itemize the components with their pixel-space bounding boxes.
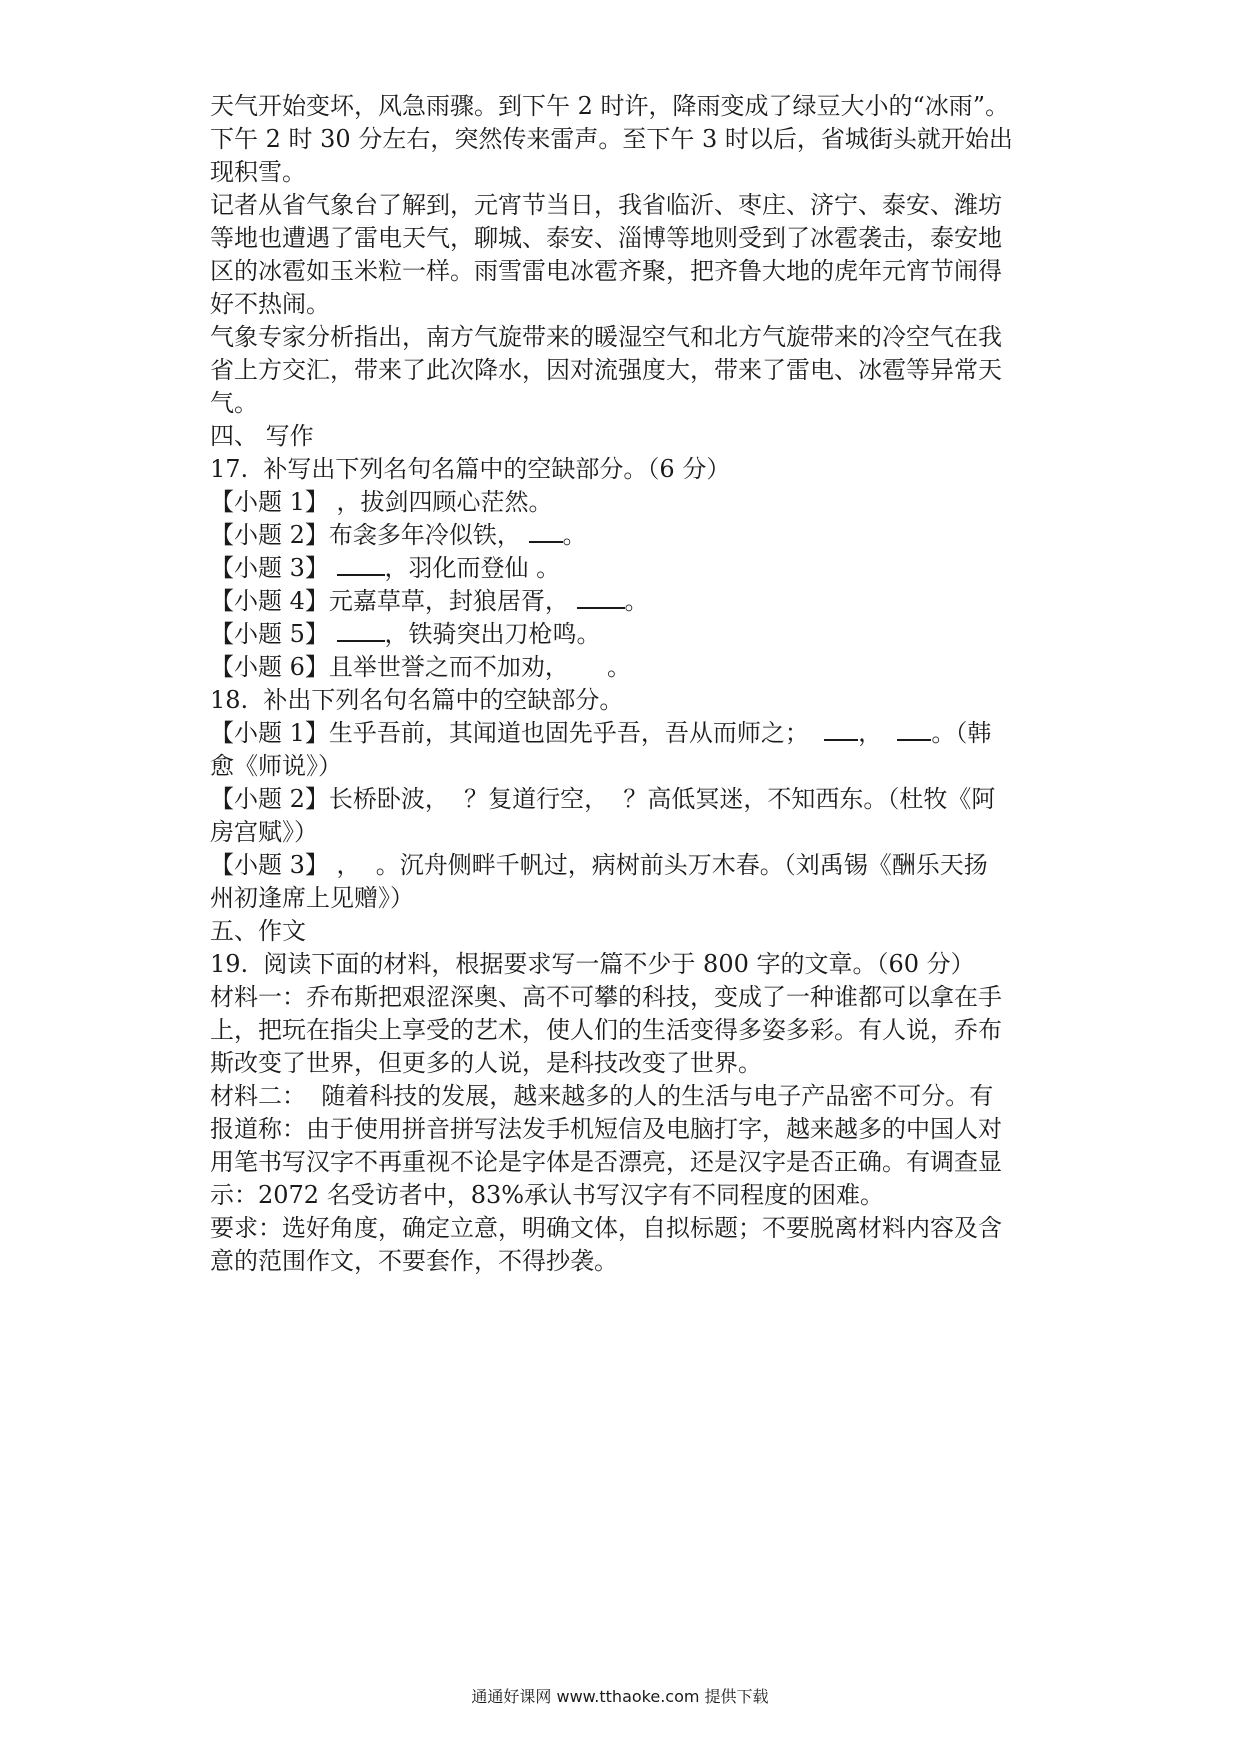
answer-blank[interactable] (337, 618, 385, 642)
sub-question-3: 【小题 3】 ， 。沉舟侧畔千帆过，病树前头万木春。（刘禹锡《酬乐天扬 (210, 851, 988, 879)
sub-question-2 (210, 519, 1050, 552)
answer-blank[interactable] (824, 717, 858, 741)
sub-question-3 (210, 552, 1050, 585)
sub-question-2: 【小题 2】长桥卧波， ？复道行空， ？高低冥迷，不知西东。（杜牧《阿 (210, 785, 996, 813)
text-line: 斯改变了世界，但更多的人说，是科技改变了世界。 (210, 1049, 762, 1077)
text-line: 意的范围作文，不要套作，不得抄袭。 (210, 1247, 618, 1275)
sub-question-4 (210, 585, 1050, 618)
text-line: 记者从省气象台了解到，元宵节当日，我省临沂、枣庄、济宁、泰安、潍坊 (210, 191, 1002, 219)
sub-question-text: 。 (624, 587, 649, 615)
sub-question-text: 【小题 2】布衾多年冷似铁， (210, 521, 521, 549)
sub-question-2-continued: 房宫赋》） (210, 818, 318, 846)
text-line: 报道称：由于使用拼音拼写法发手机短信及电脑打字，越来越多的中国人对 (210, 1115, 1002, 1143)
sub-question-text: 。 (562, 521, 587, 549)
text-line: 好不热闹。 (210, 290, 330, 318)
sub-question-text: 【小题 5】 (210, 620, 337, 648)
sub-question-1-continued: 愈《师说》） (210, 752, 342, 780)
text-line: 现积雪。 (210, 158, 306, 186)
answer-blank[interactable] (529, 519, 563, 543)
text-line: 气象专家分析指出，南方气旋带来的暖湿空气和北方气旋带来的冷空气在我 (210, 323, 1002, 351)
document-page (210, 90, 1050, 1278)
text-line: 用笔书写汉字不再重视不论是字体是否漂亮，还是汉字是否正确。有调查显 (210, 1148, 1002, 1176)
requirements (210, 1212, 1050, 1278)
text-line: 上，把玩在指尖上享受的艺术，使人们的生活变得多姿多彩。有人说，乔布 (210, 1016, 1002, 1044)
sub-question-1 (210, 717, 1050, 750)
section-heading-writing: 四、 写作 (210, 422, 314, 450)
answer-blank[interactable] (897, 717, 931, 741)
question-18 (210, 684, 1050, 915)
question-19 (210, 948, 1050, 1278)
answer-blank[interactable] (337, 552, 385, 576)
sub-question-text: 。（韩 (931, 719, 992, 747)
material-1 (210, 981, 1050, 1080)
answer-blank[interactable] (577, 585, 625, 609)
question-title: 17. 补写出下列名句名篇中的空缺部分。（6 分） (210, 455, 731, 483)
sub-question-text: ，羽化而登仙 。 (384, 554, 561, 582)
sub-question-5 (210, 618, 1050, 651)
sub-question-1: 【小题 1】 ，拔剑四顾心茫然。 (210, 488, 553, 516)
sub-question-text: ，铁骑突出刀枪鸣。 (384, 620, 601, 648)
sub-question-text: 【小题 3】 (210, 554, 337, 582)
question-17 (210, 453, 1050, 684)
text-line: 天气开始变坏，风急雨骤。到下午 2 时许，降雨变成了绿豆大小的“冰雨”。 (210, 92, 1010, 120)
text-line: 示：2072 名受访者中，83%承认书写汉字有不同程度的困难。 (210, 1181, 885, 1209)
page-footer: 通通好课网 www.tthaoke.com 提供下载 (471, 1687, 769, 1706)
text-line: 要求：选好角度，确定立意，明确文体，自拟标题；不要脱离材料内容及含 (210, 1214, 1002, 1242)
text-line: 材料一：乔布斯把艰涩深奥、高不可攀的科技，变成了一种谁都可以拿在手 (210, 983, 1002, 1011)
text-line: 气。 (210, 389, 258, 417)
sub-question-text: 【小题 1】生乎吾前，其闻道也固先乎吾，吾从而师之； (210, 719, 825, 747)
article-paragraph-1 (210, 90, 1050, 189)
text-line: 省上方交汇，带来了此次降水，因对流强度大，带来了雷电、冰雹等异常天 (210, 356, 1002, 384)
text-line: 材料二： 随着科技的发展，越来越多的人的生活与电子产品密不可分。有 (210, 1082, 994, 1110)
section-heading-composition: 五、作文 (210, 917, 306, 945)
question-title: 18. 补出下列名句名篇中的空缺部分。 (210, 686, 624, 714)
sub-question-6: 【小题 6】且举世誉之而不加劝， 。 (210, 653, 632, 681)
sub-question-3-continued: 州初逢席上见赠》） (210, 884, 414, 912)
sub-question-text: ， (858, 719, 898, 747)
article-paragraph-2 (210, 189, 1050, 321)
text-line: 下午 2 时 30 分左右，突然传来雷声。至下午 3 时以后，省城街头就开始出 (210, 125, 1013, 153)
text-line: 等地也遭遇了雷电天气，聊城、泰安、淄博等地则受到了冰雹袭击，泰安地 (210, 224, 1002, 252)
material-2 (210, 1080, 1050, 1212)
article-paragraph-3 (210, 321, 1050, 420)
text-line: 区的冰雹如玉米粒一样。雨雪雷电冰雹齐聚，把齐鲁大地的虎年元宵节闹得 (210, 257, 1002, 285)
question-title: 19. 阅读下面的材料，根据要求写一篇不少于 800 字的文章。（60 分） (210, 950, 975, 978)
sub-question-text: 【小题 4】元嘉草草，封狼居胥， (210, 587, 577, 615)
